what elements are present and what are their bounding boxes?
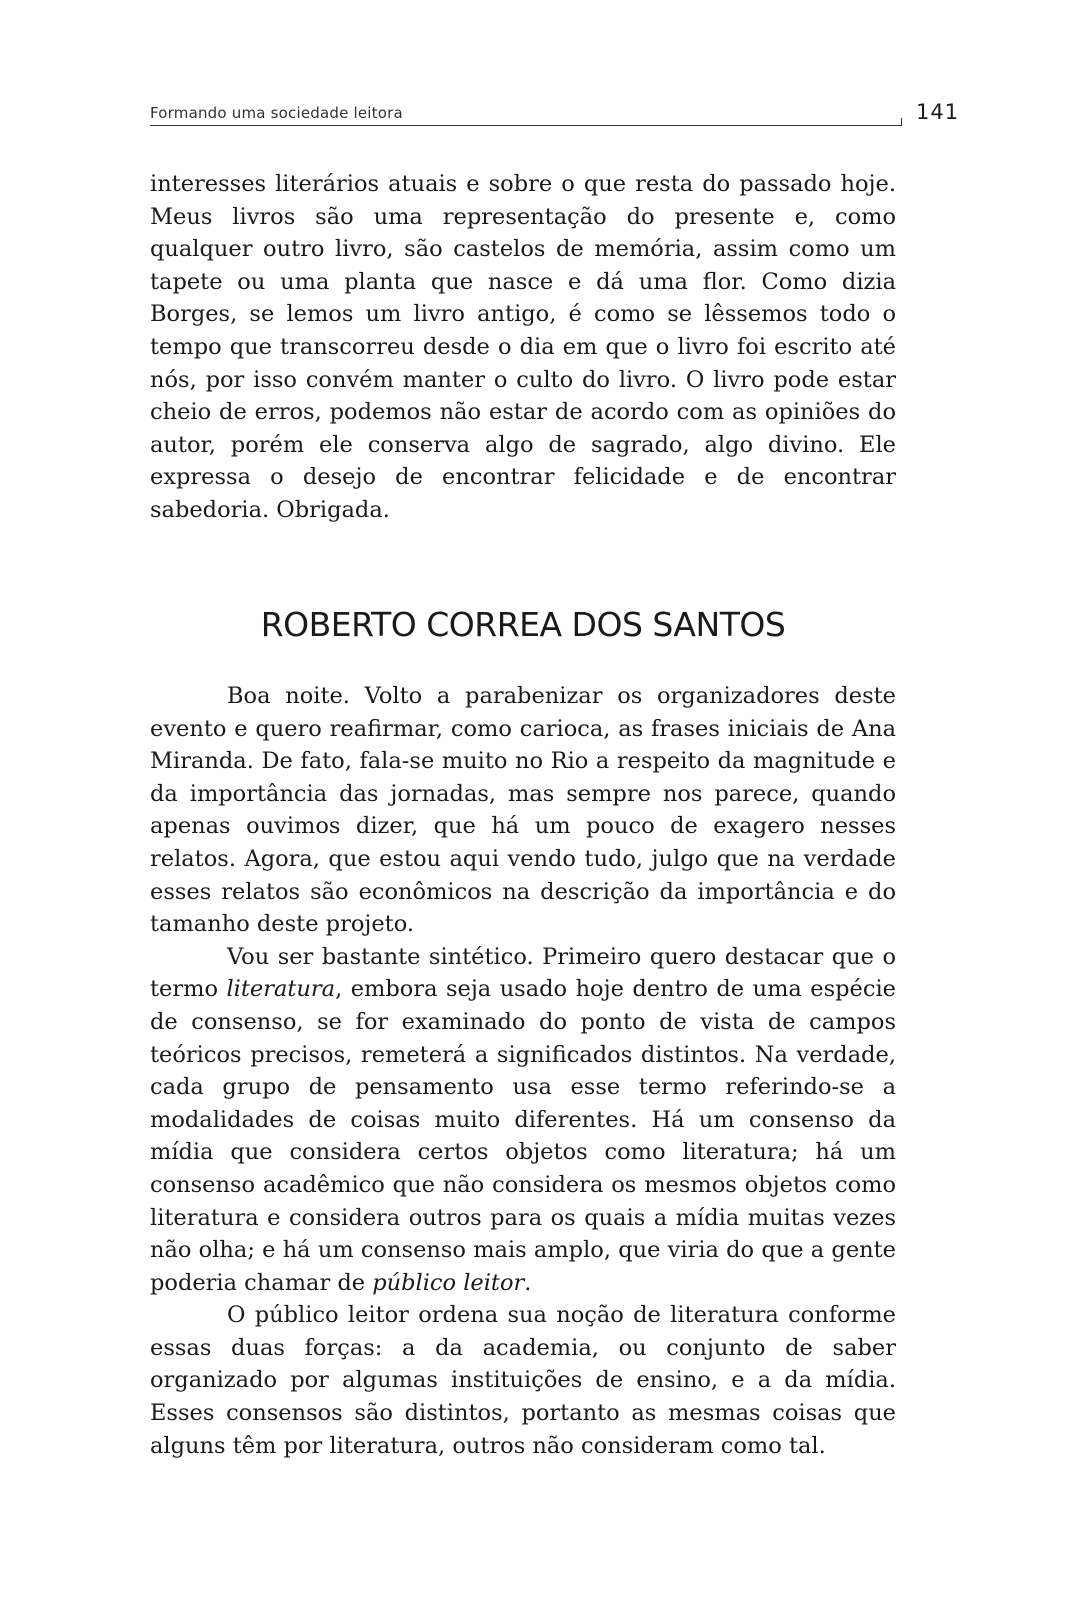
paragraph-1: Boa noite. Volto a parabenizar os organizadores deste evento e quero reafirmar, como carioca, as frases iniciais de Ana Miranda. De fato, fala-se muito no Rio a respeito da magnitude e da importância das jornadas, mas sempre nos parece, quando apenas ouvimos dizer, que há um pouco de exagero nesses relatos. Agora, que estou aqui vendo tudo, julgo que na verdade esses relatos são econômicos na descrição da importância e do tamanho deste projeto. bbox=[150, 683, 896, 938]
page-number: 141 bbox=[916, 100, 960, 124]
continued-text bbox=[150, 168, 896, 527]
continued-paragraph: interesses literários atuais e sobre o que resta do passado hoje. Meus livros são uma representação do presente e, como qualquer outro livro, são castelos de memória, assim como um tapete ou uma planta que nasce e dá uma flor. Como dizia Borges, se lemos um livro antigo, é como se lêssemos todo o tempo que transcorreu desde o dia em que o livro foi escrito até nós, por isso convém manter o culto do livro. O livro pode estar cheio de erros, podemos não estar de acordo com as opiniões do autor, porém ele conserva algo de sagrado, algo divino. Ele expressa o desejo de encontrar felicidade e de encontrar sabedoria. Obrigada. bbox=[150, 171, 896, 523]
header-rule bbox=[150, 125, 902, 126]
italic-term-publico-leitor: público leitor bbox=[372, 1269, 525, 1296]
running-title: Formando uma sociedade leitora bbox=[150, 104, 403, 122]
italic-term-literatura: literatura bbox=[226, 976, 336, 1003]
paragraph-2 bbox=[150, 941, 896, 1300]
section-heading: ROBERTO CORREA DOS SANTOS bbox=[260, 605, 786, 644]
paragraph-3: O público leitor ordena sua noção de literatura conforme essas duas forças: a da academia, ou conjunto de saber organizado por algumas instituições de ensino, e a da mídia. Esses consensos são distintos, portanto as mesmas coisas que alguns têm por literatura, outros não consideram como tal. bbox=[150, 1302, 896, 1459]
paragraph-2-text-c: . bbox=[524, 1269, 532, 1296]
running-header bbox=[150, 98, 965, 128]
section-body bbox=[150, 680, 896, 1462]
header-rule-tick bbox=[901, 118, 902, 126]
paragraph-2-text-b: , embora seja usado hoje dentro de uma espécie de consenso, se for examinado do ponto de vista de campos teóricos precisos, remeterá a significados distintos. Na verdade, cada grupo de pensamento usa esse termo referindo-se a modalidades de coisas muito diferentes. Há um consenso da mídia que considera certos objetos como literatura; há um consenso acadêmico que não considera os mesmos objetos como literatura e considera outros para os quais a mídia muitas vezes não olha; e há um consenso mais amplo, que viria do que a gente poderia chamar de bbox=[150, 976, 896, 1296]
paragraph-2-text-a: Vou ser bastante sintético. Primeiro quero destacar que o termo bbox=[150, 943, 896, 1003]
